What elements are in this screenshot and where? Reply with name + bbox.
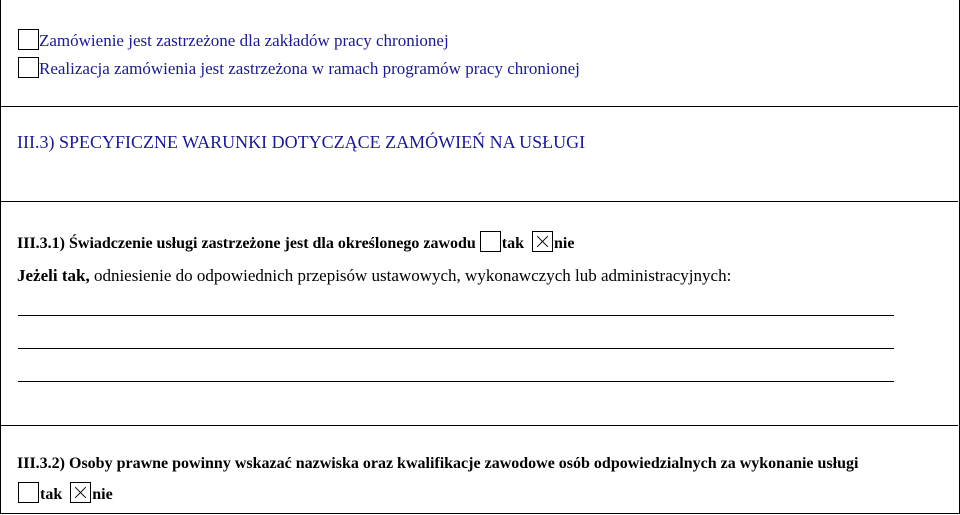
- question-3-3-1-followup: [17, 264, 731, 288]
- followup-text: odniesienie do odpowiednich przepisów ustawowych, wykonawczych lub administracyjnych:: [89, 266, 732, 285]
- q1-no-checkbox[interactable]: [532, 231, 553, 252]
- section-divider: [0, 106, 958, 107]
- answer-line-2[interactable]: [18, 348, 894, 349]
- reserved-option-1-checkbox[interactable]: [18, 29, 39, 50]
- q1-yes-label: tak: [501, 235, 525, 252]
- section-heading: III.3) SPECYFICZNE WARUNKI DOTYCZĄCE ZAMÓWIEŃ NA USŁUGI: [17, 132, 586, 152]
- reserved-option-2-label: Realizacja zamówienia jest zastrzeżona w ramach programów pracy chronionej: [39, 59, 580, 78]
- reserved-option-2-checkbox[interactable]: [18, 57, 39, 78]
- q2-no-checkbox[interactable]: [70, 482, 91, 503]
- section-divider: [0, 201, 958, 202]
- q2-yes-label: tak: [40, 486, 63, 503]
- reserved-option-1: [18, 29, 449, 53]
- question-3-3-1-text: III.3.1) Świadczenie usługi zastrzeżone jest dla określonego zawodu: [17, 235, 476, 252]
- reserved-option-2: [18, 57, 580, 81]
- reserved-option-1-label: Zamówienie jest zastrzeżone dla zakładów pracy chronionej: [39, 31, 449, 50]
- q1-yes-checkbox[interactable]: [480, 231, 501, 252]
- followup-bold-text: Jeżeli tak,: [17, 266, 90, 285]
- q2-no-label: nie: [92, 486, 113, 503]
- answer-line-3[interactable]: [18, 381, 894, 382]
- question-3-3-2-options: [18, 482, 117, 507]
- q2-yes-checkbox[interactable]: [18, 482, 39, 503]
- answer-line-1[interactable]: [18, 315, 894, 316]
- question-3-3-1: [17, 231, 578, 256]
- question-3-3-2: III.3.2) Osoby prawne powinny wskazać nazwiska oraz kwalifikacje zawodowe osób odpowiedzialnych za wykonanie usługi: [17, 455, 859, 472]
- section-divider: [0, 425, 958, 426]
- q1-no-label: nie: [554, 235, 575, 252]
